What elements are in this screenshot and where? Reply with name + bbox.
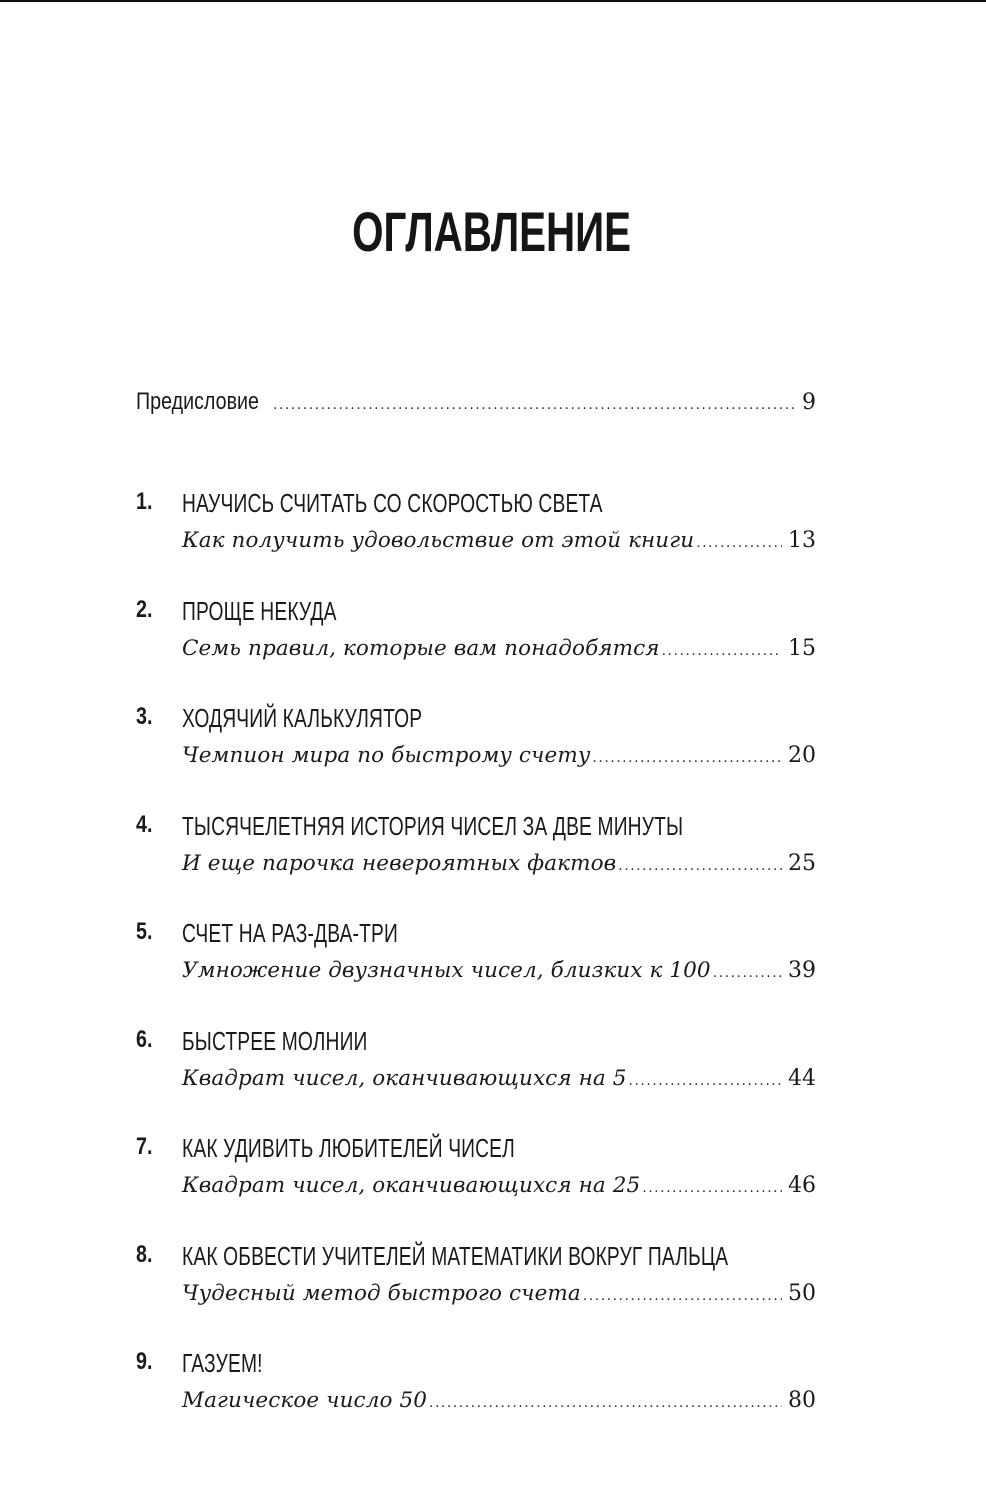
chapter-number: 9. <box>136 1348 153 1375</box>
toc-entry[interactable] <box>136 520 816 661</box>
chapter-number: 4. <box>136 810 153 838</box>
chapter-page: 25 <box>788 850 816 876</box>
toc-entry[interactable] <box>136 412 816 553</box>
chapter-subtitle: И еще парочка невероятных фактов <box>182 850 617 876</box>
chapter-subtitle-line <box>182 1388 816 1413</box>
chapter-page: 44 <box>788 1065 816 1091</box>
chapter-number: 2. <box>136 595 153 623</box>
chapter-heading: КАК УДИВИТЬ ЛЮБИТЕЛЕЙ ЧИСЕЛ <box>182 1133 515 1163</box>
chapter-subtitle: Семь правил, которые вам понадобятся <box>182 635 660 661</box>
chapter-subtitle: Умножение двузначных чисел, близких к 100 <box>182 958 711 983</box>
preface-label: Предисловие <box>136 388 259 415</box>
chapter-subtitle: Квадрат чисел, оканчивающихся на 25 <box>182 1173 641 1198</box>
chapter-heading: ТЫСЯЧЕЛЕТНЯЯ ИСТОРИЯ ЧИСЕЛ ЗА ДВЕ МИНУТЫ <box>182 810 684 841</box>
dot-leader <box>273 397 796 413</box>
chapter-heading: КАК ОБВЕСТИ УЧИТЕЛЕЙ МАТЕМАТИКИ ВОКРУГ ПАЛЬЦА <box>182 1240 729 1271</box>
chapter-page: 20 <box>788 743 816 768</box>
chapter-subtitle: Квадрат чисел, оканчивающихся на 5 <box>182 1065 627 1091</box>
chapter-number: 7. <box>136 1133 153 1160</box>
chapter-heading: ХОДЯЧИЙ КАЛЬКУЛЯТОР <box>182 703 423 733</box>
chapter-page: 15 <box>788 635 816 661</box>
chapter-subtitle: Чудесный метод быстрого счета <box>182 1280 581 1306</box>
chapter-number: 1. <box>136 488 153 515</box>
toc-entry[interactable] <box>136 735 816 876</box>
toc-entry[interactable] <box>136 1057 816 1198</box>
chapter-page: 13 <box>788 528 816 553</box>
toc-entry[interactable] <box>136 1165 816 1306</box>
chapter-subtitle: Как получить удовольствие от этой книги <box>182 528 695 553</box>
toc-entry[interactable] <box>136 842 816 983</box>
chapter-page: 50 <box>788 1280 816 1306</box>
chapter-heading: ПРОЩЕ НЕКУДА <box>182 595 337 626</box>
toc-entry[interactable] <box>136 950 816 1091</box>
page-title: ОГЛАВЛЕНИЕ <box>352 200 632 263</box>
chapter-page: 39 <box>788 958 816 983</box>
chapter-number: 6. <box>136 1025 153 1053</box>
chapter-subtitle: Чемпион мира по быстрому счету <box>182 743 591 768</box>
top-rule <box>0 0 986 2</box>
toc-entry[interactable] <box>136 627 816 768</box>
chapter-number: 3. <box>136 703 153 730</box>
chapter-number: 8. <box>136 1240 153 1268</box>
chapter-heading: СЧЕТ НА РАЗ-ДВА-ТРИ <box>182 918 398 948</box>
table-of-contents <box>136 388 816 1413</box>
dot-leader <box>429 1395 782 1411</box>
toc-entry[interactable] <box>136 1272 816 1413</box>
preface-page: 9 <box>802 390 816 415</box>
chapter-page: 46 <box>788 1173 816 1198</box>
chapter-heading: БЫСТРЕЕ МОЛНИИ <box>182 1025 368 1056</box>
chapter-heading: НАУЧИСЬ СЧИТАТЬ СО СКОРОСТЬЮ СВЕТА <box>182 488 603 518</box>
chapter-subtitle: Магическое число 50 <box>182 1388 428 1413</box>
chapter-heading: ГАЗУЕМ! <box>182 1348 263 1378</box>
chapter-number: 5. <box>136 918 153 945</box>
chapter-page: 80 <box>788 1388 816 1413</box>
